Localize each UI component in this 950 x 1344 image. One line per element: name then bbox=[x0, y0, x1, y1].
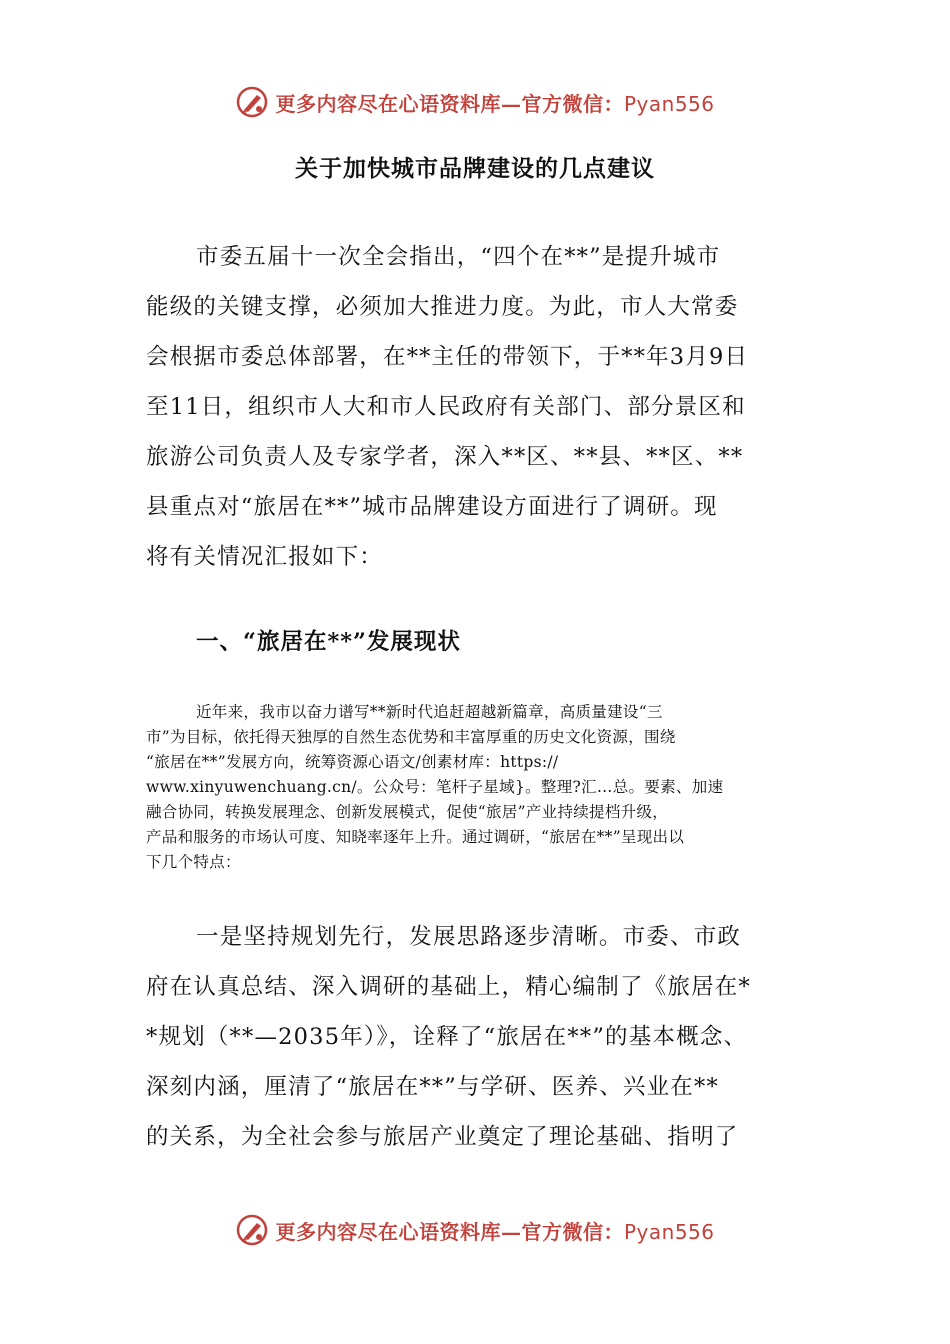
header-banner-text bbox=[275, 88, 714, 117]
footer-wechat-id: Pyan556 bbox=[623, 1219, 715, 1244]
header-watermark-banner bbox=[0, 80, 950, 124]
intro-line: 县重点对“旅居在**”城市品牌建设方面进行了调研。现 bbox=[146, 494, 718, 520]
intro-line: 能级的关键支撑，必须加大推进力度。为此，市人大常委 bbox=[146, 294, 739, 320]
intro-line: 将有关情况汇报如下： bbox=[146, 544, 384, 570]
intro-line: 市委五届十一次全会指出，“四个在**”是提升城市 bbox=[196, 244, 721, 270]
section-line: 融合协同，转换发展理念、创新发展模式，促使“旅居”产业持续提档升级， bbox=[146, 803, 669, 821]
point-one-line: 府在认真总结、深入调研的基础上，精心编制了《旅居在* bbox=[146, 974, 751, 1000]
footer-banner-label: 更多内容尽在心语资料库—官方微信： bbox=[275, 1219, 624, 1244]
pen-seal-logo-icon bbox=[235, 1213, 269, 1247]
footer-watermark-banner bbox=[0, 1208, 950, 1252]
document-title: 关于加快城市品牌建设的几点建议 bbox=[295, 155, 655, 182]
point-one-line: 深刻内涵，厘清了“旅居在**”与学研、医养、兴业在** bbox=[146, 1074, 719, 1100]
section-paragraph bbox=[146, 700, 816, 875]
section-line: 市”为目标，依托得天独厚的自然生态优势和丰富厚重的历史文化资源，围绕 bbox=[146, 728, 676, 746]
section-line: 产品和服务的市场认可度、知晓率逐年上升。通过调研，“旅居在**”呈现出以 bbox=[146, 828, 685, 846]
section-heading: 一、“旅居在**”发展现状 bbox=[196, 629, 461, 655]
intro-line: 旅游公司负责人及专家学者，深入**区、**县、**区、** bbox=[146, 444, 744, 470]
section-line: “旅居在**”发展方向，统筹资源心语文/创素材库：https:// bbox=[146, 753, 559, 771]
section-line: 下几个特点： bbox=[146, 853, 241, 871]
header-banner-label: 更多内容尽在心语资料库—官方微信： bbox=[275, 91, 624, 116]
intro-line: 至11日，组织市人大和市人民政府有关部门、部分景区和 bbox=[146, 394, 746, 420]
point-one-paragraph bbox=[146, 912, 816, 1162]
intro-line: 会根据市委总体部署，在**主任的带领下，于**年3月9日 bbox=[146, 344, 749, 370]
header-wechat-id: Pyan556 bbox=[623, 91, 715, 116]
section-line: www.xinyuwenchuang.cn/。公众号：笔杆子星域}。整理?汇…总。要素、加速 bbox=[146, 778, 724, 796]
footer-banner-text bbox=[275, 1216, 714, 1245]
pen-seal-logo-icon bbox=[235, 85, 269, 119]
point-one-line: 一是坚持规划先行，发展思路逐步清晰。市委、市政 bbox=[196, 924, 742, 950]
point-one-line: 的关系，为全社会参与旅居产业奠定了理论基础、指明了 bbox=[146, 1124, 739, 1150]
intro-paragraph bbox=[146, 232, 816, 582]
section-line: 近年来，我市以奋力谱写**新时代追赶超越新篇章，高质量建设“三 bbox=[196, 703, 663, 721]
point-one-line: *规划（**—2035年）》，诠释了“旅居在**”的基本概念、 bbox=[146, 1024, 748, 1050]
